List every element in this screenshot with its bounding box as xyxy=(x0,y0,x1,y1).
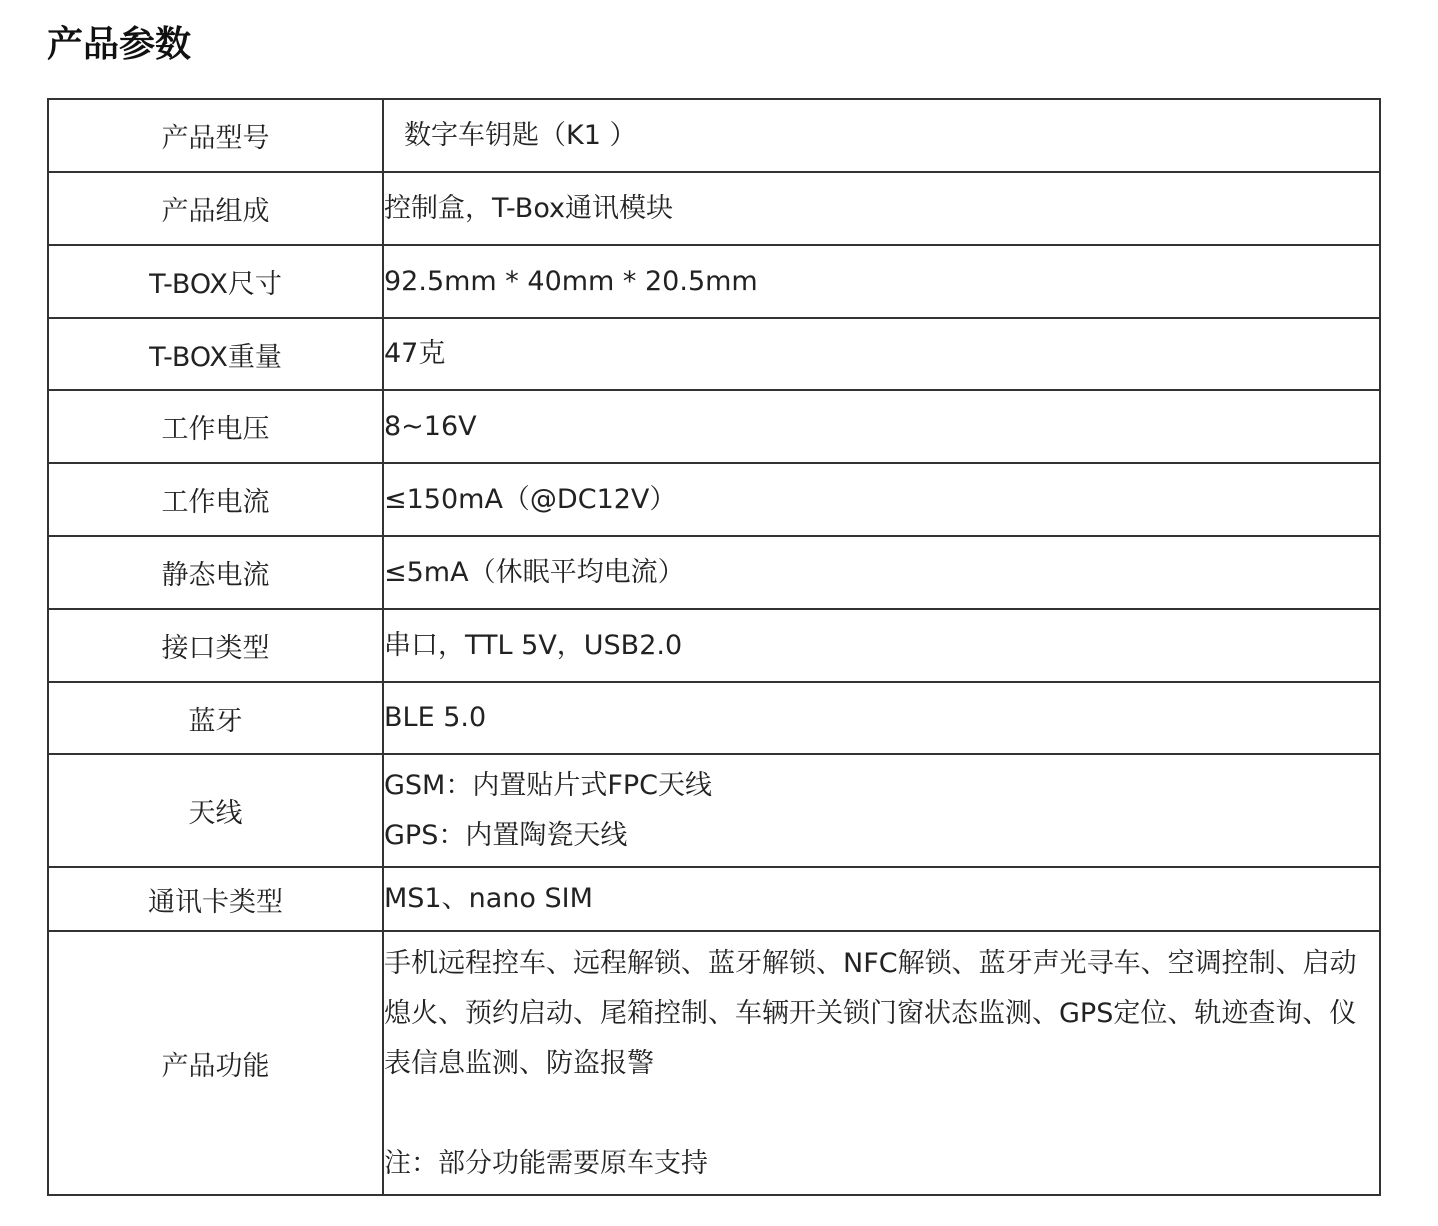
row-value xyxy=(383,536,1380,609)
table-row xyxy=(48,682,1380,754)
table-row xyxy=(48,99,1380,172)
table-row xyxy=(48,318,1380,390)
row-label: T-BOX重量 xyxy=(48,318,383,390)
row-value xyxy=(383,318,1380,390)
row-label: 天线 xyxy=(48,754,383,867)
value-text: GPS：内置陶瓷天线 xyxy=(384,819,628,851)
table-row xyxy=(48,172,1380,245)
table-row xyxy=(48,931,1380,1195)
value-text: 8~16V xyxy=(384,410,477,442)
value-text: MS1、nano SIM xyxy=(384,883,593,914)
row-label: T-BOX尺寸 xyxy=(48,245,383,318)
row-label: 静态电流 xyxy=(48,536,383,609)
row-value xyxy=(383,99,1380,172)
footnote: 注：部分功能需要原车支持 xyxy=(384,1148,708,1179)
page-title: 产品参数 xyxy=(47,24,192,65)
table-row xyxy=(48,390,1380,463)
spec-table xyxy=(47,98,1381,1196)
row-value xyxy=(383,931,1380,1195)
row-value xyxy=(383,172,1380,245)
row-value xyxy=(383,609,1380,682)
row-label: 通讯卡类型 xyxy=(48,867,383,931)
value-text: 数字车钥匙（K1 ） xyxy=(404,119,637,151)
row-label: 产品型号 xyxy=(48,99,383,172)
table-row xyxy=(48,754,1380,867)
row-label: 接口类型 xyxy=(48,609,383,682)
value-text: 串口，TTL 5V，USB2.0 xyxy=(384,629,683,661)
table-row xyxy=(48,609,1380,682)
table-row xyxy=(48,536,1380,609)
row-label: 蓝牙 xyxy=(48,682,383,754)
value-text: ≤5mA（休眠平均电流） xyxy=(384,556,685,588)
table-row xyxy=(48,463,1380,536)
row-label: 工作电流 xyxy=(48,463,383,536)
row-value xyxy=(383,245,1380,318)
row-value xyxy=(383,682,1380,754)
row-label: 产品组成 xyxy=(48,172,383,245)
table-row xyxy=(48,867,1380,931)
value-text: 47克 xyxy=(384,338,446,369)
row-value xyxy=(383,463,1380,536)
value-text: 手机远程控车、远程解锁、蓝牙解锁、NFC解锁、蓝牙声光寻车、空调控制、启动熄火、预约启动、尾箱控制、车辆开关锁门窗状态监测、GPS定位、轨迹查询、仪表信息监测、防盗报警 xyxy=(384,948,1357,1079)
value-text: BLE 5.0 xyxy=(384,702,487,733)
table-row xyxy=(48,245,1380,318)
row-value xyxy=(383,867,1380,931)
value-text: 92.5mm * 40mm * 20.5mm xyxy=(384,265,758,297)
value-text: 控制盒，T-Box通讯模块 xyxy=(384,192,673,224)
row-value xyxy=(383,754,1380,867)
row-label: 工作电压 xyxy=(48,390,383,463)
value-text: GSM：内置贴片式FPC天线 xyxy=(384,769,713,801)
row-label: 产品功能 xyxy=(48,931,383,1195)
value-text: ≤150mA（@DC12V） xyxy=(384,483,677,515)
row-value xyxy=(383,390,1380,463)
